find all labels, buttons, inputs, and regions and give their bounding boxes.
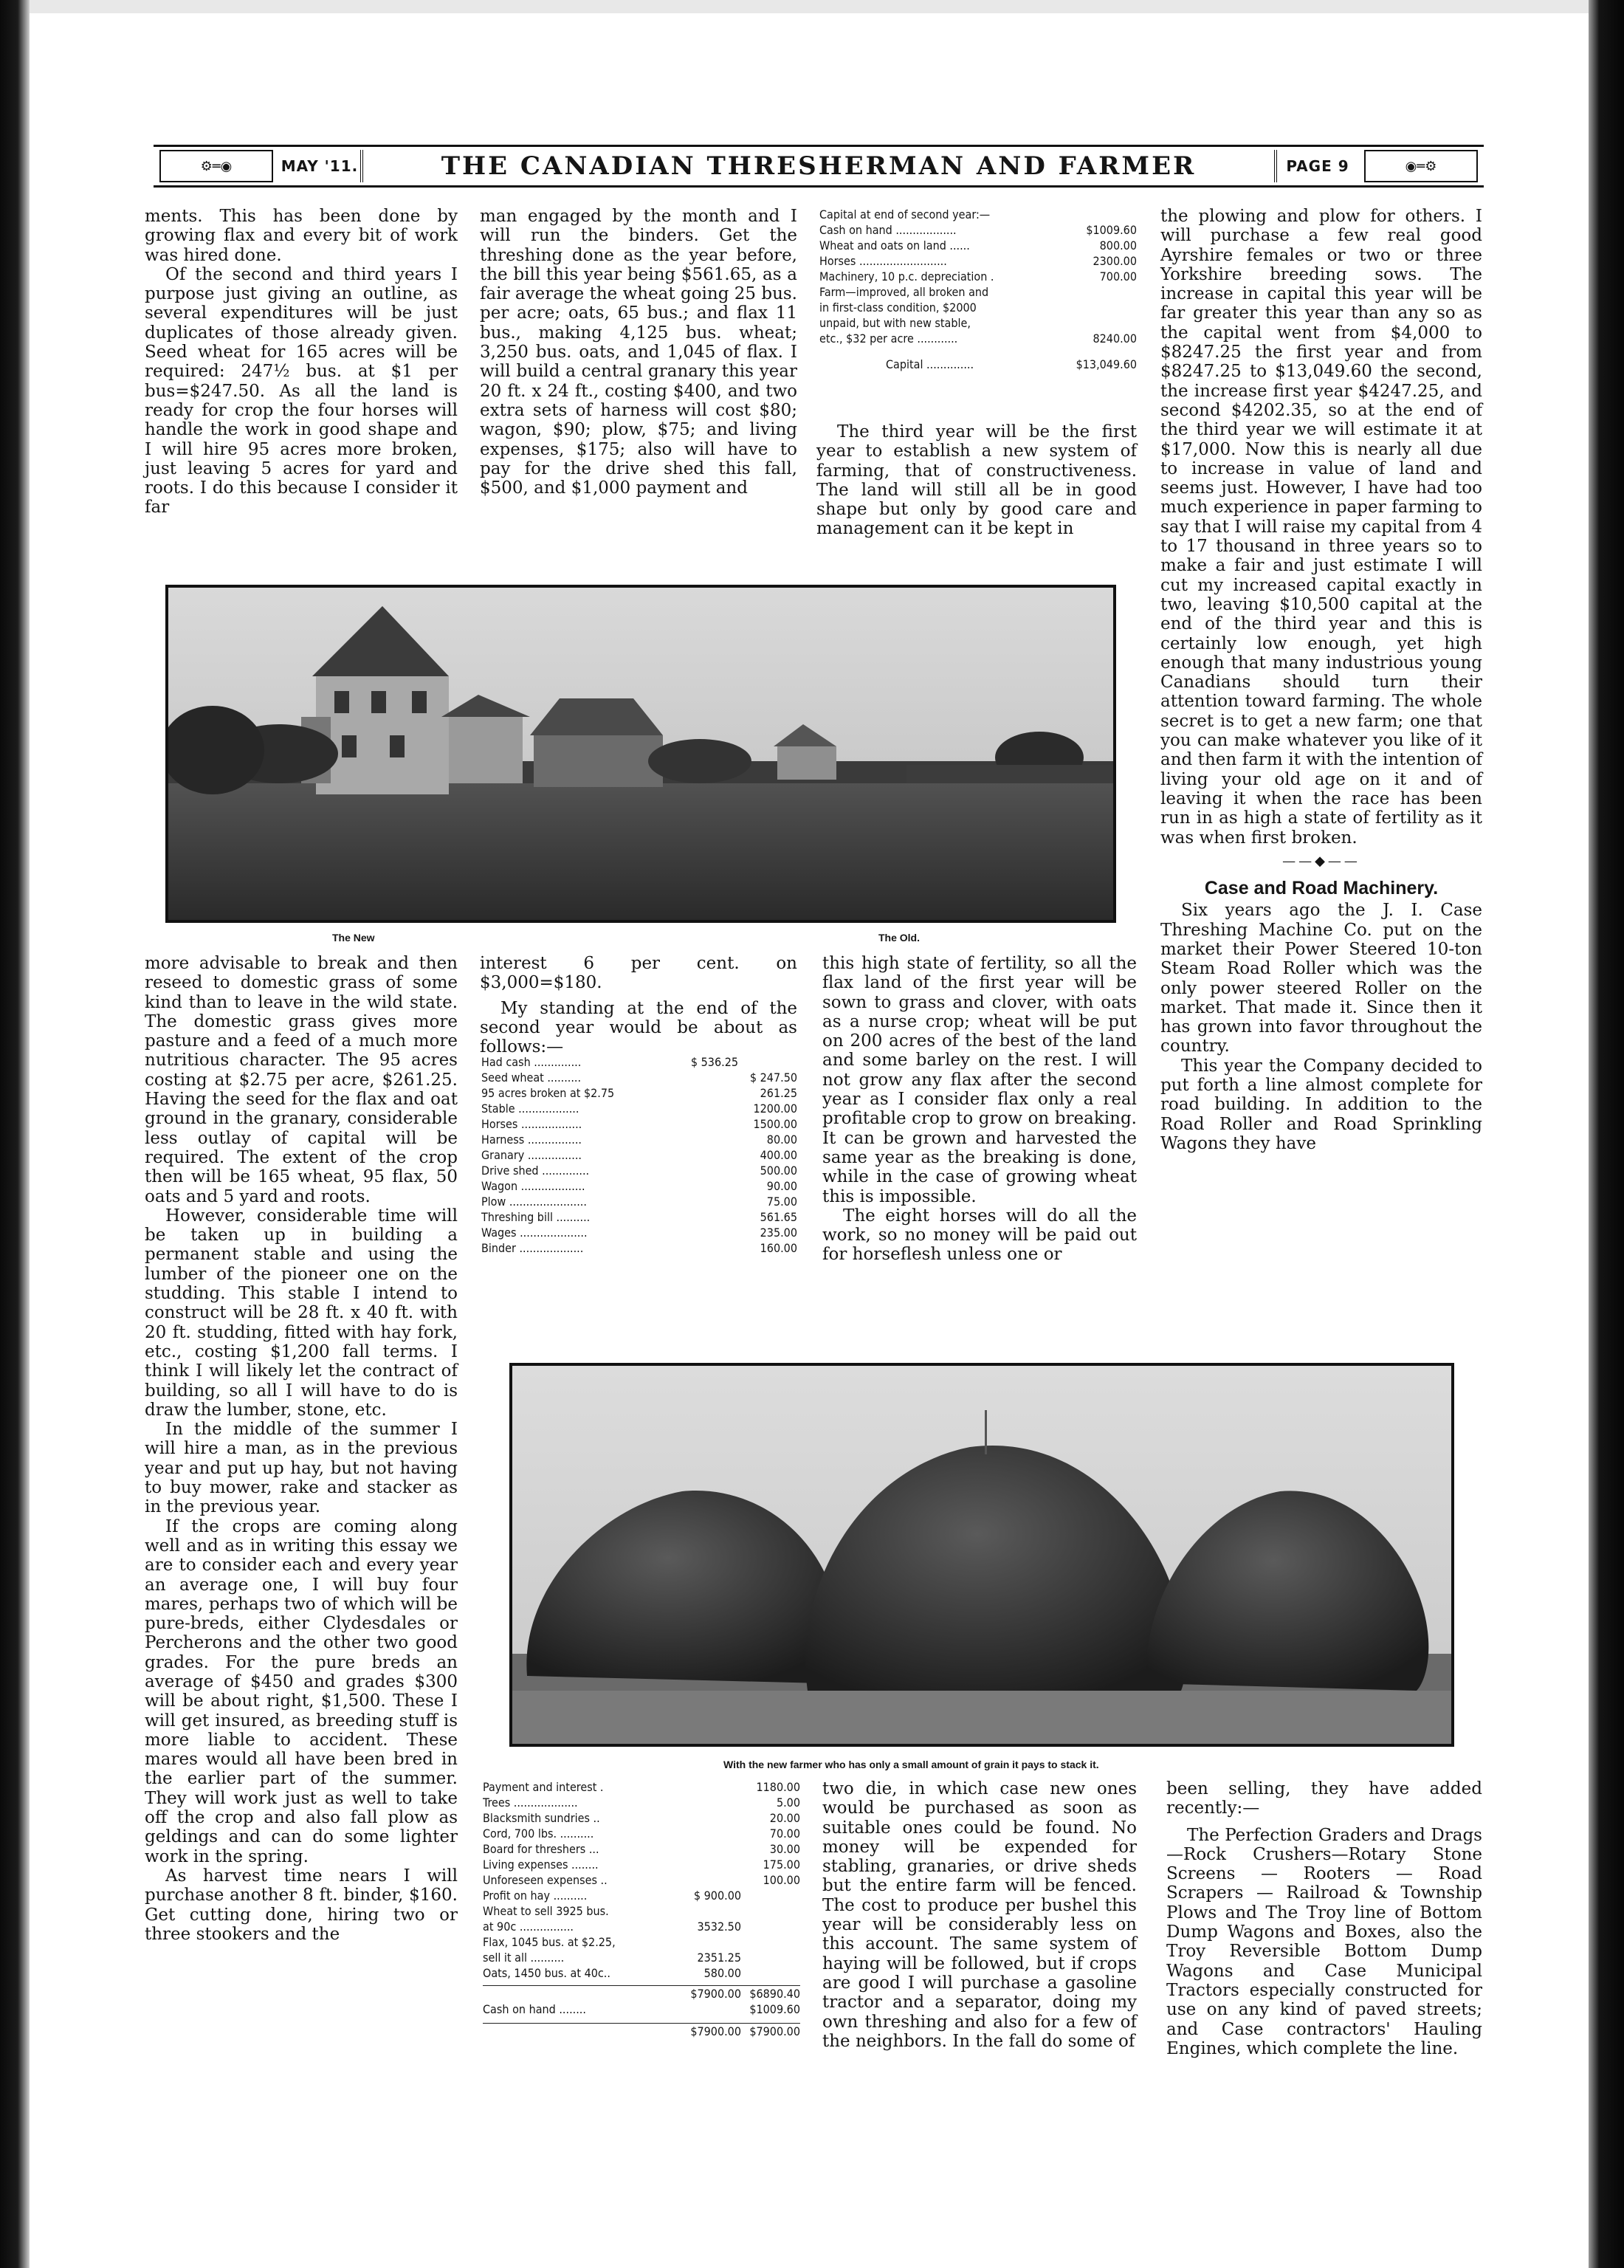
cash-on-hand-value: $1009.60 [749, 2002, 800, 2016]
column-4-top [1160, 207, 1482, 1153]
row-value [1063, 315, 1137, 331]
row-label: Flax, 1045 bus. at $2.25, [483, 1935, 616, 1949]
thresher-engine-ornament-left: ⚙═◉ [159, 150, 273, 182]
scan-margin-top [0, 0, 1624, 13]
paragraph: Six years ago the J. I. Case Threshing Machine Co. put on the market their Power Steered 10-ton Steam Road Roller which was the only power steered Roller on the market. That made it. Since then it has grown into favor throughout the country. [1160, 901, 1482, 1056]
paragraph: As harvest time nears I will purchase another 8 ft. binder, $160. Get cutting done, hiring two or three stookers and the [145, 1866, 458, 1944]
paragraph: two die, in which case new ones would be purchased as soon as suitable ones could be found. No money will be expended for stabling, granaries, or drive sheds but the entire farm will be fenced. The cost to produce per bushel this year will be considerably less on this account. The same system of haying will be followed, but if crops are good I will purchase a gasoline tractor and a separator, doing my own threshing and also for a few of the neighbors. In the fall do some of [822, 1779, 1137, 2051]
row-value-1: $ 900.00 [693, 1889, 741, 1903]
row-value-2: 561.65 [760, 1210, 797, 1224]
row-value-2 [741, 1950, 800, 1965]
paragraph: This year the Company decided to put forth a line almost complete for road building. In addition to the Road Roller and Road Sprinkling Wagons they have [1160, 1056, 1482, 1153]
row-value-1 [682, 1857, 741, 1872]
row-label: unpaid, but with new stable, [819, 316, 971, 330]
row-label: Had cash .............. [481, 1055, 582, 1069]
table-row [483, 1872, 800, 1888]
row-label: Trees ................... [483, 1796, 578, 1810]
column-1-top [145, 207, 458, 518]
column-3-body [822, 954, 1137, 1265]
row-value-2: 90.00 [766, 1179, 797, 1193]
row-value-2: 1500.00 [753, 1117, 797, 1131]
capital-total-value: $13,049.60 [1076, 357, 1137, 371]
section-heading: Case and Road Machinery. [1204, 878, 1439, 899]
row-value-2: 261.25 [760, 1086, 797, 1100]
table-row [481, 1101, 797, 1116]
subtotal-credit: $7900.00 [690, 1987, 741, 2001]
row-value-1 [679, 1194, 738, 1209]
row-label: Payment and interest . [483, 1780, 604, 1794]
row-label: Wheat and oats on land ...... [819, 238, 970, 252]
row-value-1: 2351.25 [697, 1951, 741, 1965]
row-value-1 [682, 1872, 741, 1888]
page-number: PAGE 9 [1286, 157, 1349, 175]
row-value-1 [682, 1779, 741, 1795]
section-divider: ——◆—— [1282, 853, 1360, 869]
row-label: sell it all .......... [483, 1951, 565, 1965]
table-row [481, 1194, 797, 1209]
row-value-1 [679, 1132, 738, 1147]
row-label: Stable .................. [481, 1102, 579, 1116]
table-row [481, 1132, 797, 1147]
row-label: Seed wheat .......... [481, 1071, 582, 1085]
row-value-2 [741, 1965, 800, 1981]
row-value [1063, 284, 1137, 300]
row-label: Drive shed .............. [481, 1164, 590, 1178]
table-row [483, 1795, 800, 1810]
table-row [819, 222, 1137, 238]
row-label: Wheat to sell 3925 bus. [483, 1904, 609, 1918]
row-value-2: 5.00 [776, 1796, 800, 1810]
table-row [481, 1240, 797, 1256]
row-label: Threshing bill .......... [481, 1210, 591, 1224]
row-value-1 [682, 1810, 741, 1826]
paragraph: In the middle of the summer I will hire a man, as in the previous year and put up hay, but not having to buy mower, rake and stacker as in the previous year. [145, 1420, 458, 1517]
row-value-1 [679, 1163, 738, 1178]
row-value-2 [738, 1054, 797, 1070]
row-value-2 [741, 1888, 800, 1903]
photo-caption-old: The Old. [878, 932, 920, 944]
row-value-1 [679, 1147, 738, 1163]
paragraph: this high state of fertility, so all the flax land of the first year will be sown to grass and clover, with oats as a nurse crop; wheat will be put on 200 acres of the best of the land and some barley on the rest. I will not grow any flax after the second year as I consider flax only a real profitable crop to grow on breaking. It can be grown and harvested the same year as the breaking is done, while in the case of growing wheat this is impossible. [822, 954, 1137, 1206]
row-label: in first-class condition, $2000 [819, 300, 977, 315]
table-row [481, 1225, 797, 1240]
row-value: $1009.60 [1086, 223, 1137, 237]
row-value-1 [682, 1826, 741, 1841]
row-label: Machinery, 10 p.c. depreciation . [819, 269, 994, 284]
paragraph: The third year will be the first year to establish a new system of farming, that of constructiveness. The land will still all be in good shape but only by good care and management can it be kept in [816, 422, 1137, 539]
row-value-1 [682, 1795, 741, 1810]
paragraph: interest 6 per cent. on $3,000=$180. [480, 954, 797, 993]
row-value [1063, 300, 1137, 315]
table-row [481, 1085, 797, 1101]
table-row [483, 1841, 800, 1857]
row-label: etc., $32 per acre ............ [819, 331, 958, 346]
paragraph: However, considerable time will be taken up in building a permanent stable and using the lumber of the pioneer one on the studding. This stable I intend to construct will be 28 ft. x 40 ft. with 20 ft. studding, fitted with hay fork, etc., costing $1,200 fall terms. I think I will likely let the contract of building, so all I will have to do is draw the lumber, stone, etc. [145, 1206, 458, 1420]
paragraph: Of the second and third years I purpose just giving an outline, as several expenditures will be just duplicates of those already given. Seed wheat for 165 acres will be required: 247½ bus. at $1 per bus=$247.50. As all the land is ready for crop the four horses will handle the work in good shape and I will hire 95 acres more broken, just leaving 5 acres for yard and roots. I do this because I consider it far [145, 264, 458, 518]
row-label: Wagon ................... [481, 1179, 585, 1193]
farm-buildings-photo [165, 585, 1116, 923]
table-row [481, 1163, 797, 1178]
column-2-top [480, 207, 797, 498]
table-row [481, 1147, 797, 1163]
table-row [483, 1950, 800, 1965]
table-row [481, 1054, 797, 1070]
row-value-2: 175.00 [763, 1858, 800, 1872]
photo-caption: With the new farmer who has only a small amount of grain it pays to stack it. [723, 1759, 1099, 1770]
scan-edge-right [1589, 0, 1624, 2268]
row-label: Granary ................ [481, 1148, 582, 1162]
row-label: Plow ....................... [481, 1195, 587, 1209]
table-row [483, 1965, 800, 1981]
row-value-1 [679, 1225, 738, 1240]
row-label: Living expenses ........ [483, 1858, 599, 1872]
payment-table [483, 1779, 800, 2039]
row-value-1 [679, 1178, 738, 1194]
row-value-1 [682, 1841, 741, 1857]
table-row [819, 300, 1137, 315]
row-value-1 [679, 1070, 738, 1085]
row-value-2: 30.00 [769, 1842, 800, 1856]
table-row [483, 1919, 800, 1934]
row-value-2: 1180.00 [756, 1780, 800, 1794]
table-row [819, 331, 1137, 346]
row-label: Cash on hand .................. [819, 223, 957, 237]
table-row [481, 1209, 797, 1225]
row-value-2: 160.00 [760, 1241, 797, 1255]
table-row [483, 1826, 800, 1841]
scan-edge-left [0, 0, 30, 2268]
paragraph: The eight horses will do all the work, so no money will be paid out for horseflesh unless one or [822, 1206, 1137, 1265]
table-row [819, 269, 1137, 284]
issue-date: MAY '11. [281, 157, 359, 175]
table-row [483, 1934, 800, 1950]
table-row [483, 1810, 800, 1826]
row-label: Blacksmith sundries .. [483, 1811, 600, 1825]
paragraph: the plowing and plow for others. I will purchase a few real good Ayrshire females or two or three Yorkshire breeding sows. The increase in capital this year will be far greater this year than any so as the capital went from $4,000 to $8247.25 the first year and from $8247.25 to $13,049.60 the second, the increase first year $4247.25, and second $4202.35, so at the end of the third year we will estimate it at $17,000. Now this is nearly all due to increase in value of land and seems just. However, I have had too much experience in paper farming to say that I will raise my capital from 4 to 17 thousand in three years so to make a fair and just estimate I will cut my increased capital exactly in two, leaving $10,500 capital at the end of the third year and this is certainly low enough, yet high enough that many industrious young Canadians should turn their attention toward farming. The whole secret is to get a new farm; one that you can make whatever you like of it and then farm it with the intention of living your old age on it and of leaving it when the race has been run in as high a state of fertility as it was when first broken. [1160, 207, 1482, 848]
row-label: Cord, 700 lbs. .......... [483, 1827, 594, 1841]
row-value-2: 70.00 [769, 1827, 800, 1841]
row-value-2: 400.00 [760, 1148, 797, 1162]
row-label: Unforeseen expenses .. [483, 1873, 608, 1887]
row-value-2: 80.00 [766, 1133, 797, 1147]
row-value-1 [679, 1116, 738, 1132]
haystacks-photo [509, 1363, 1454, 1747]
paragraph: more advisable to break and then reseed to domestic grass of some kind than to leave in the wild state. The domestic grass gives more pasture and a feed of a much more nutritious character. The 95 acres costing at $2.75 per acre, $261.25. Having the seed for the flax and oat ground in the granary, considerable less outlay of capital will be required. The extent of the crop then will be 165 wheat, 95 flax, 50 oats and 5 yard and roots. [145, 954, 458, 1206]
row-label: Oats, 1450 bus. at 40c.. [483, 1966, 610, 1980]
row-label: Horses .......................... [819, 254, 947, 268]
row-value-2 [741, 1919, 800, 1934]
row-value: 8240.00 [1093, 331, 1137, 346]
total-debit: $7900.00 [749, 2024, 800, 2038]
row-value-1 [679, 1240, 738, 1256]
row-label: Binder ................... [481, 1241, 584, 1255]
capital-table [819, 207, 1137, 372]
row-value: 800.00 [1099, 238, 1137, 252]
row-value-2: 20.00 [769, 1811, 800, 1825]
row-label: at 90c ................ [483, 1920, 574, 1934]
row-label: Profit on hay .......... [483, 1889, 588, 1903]
row-label: Farm—improved, all broken and [819, 285, 989, 299]
row-value-1 [679, 1101, 738, 1116]
row-value-1 [679, 1209, 738, 1225]
column-4-bottom [1166, 1779, 1482, 2058]
table-row [483, 1903, 800, 1919]
table-row [819, 315, 1137, 331]
paragraph: man engaged by the month and I will run the binders. Get the threshing done as the year before, the bill this year being $561.65, as a fair average the wheat going 25 bus. per acre; oats, 65 bus.; and flax 11 bus., making 4,125 bus. wheat; 3,250 bus. oats, and 1,045 of flax. I will build a central granary this year 20 ft. x 24 ft., costing $400, and two extra sets of harness will cost $80; wagon, $90; plow, $75; and living expenses, $175; also will have to pay for the drive shed this fall, $500, and $1,000 payment and [480, 207, 797, 498]
row-value: 700.00 [1099, 269, 1137, 284]
row-value-2: 75.00 [766, 1195, 797, 1209]
table-row [483, 1888, 800, 1903]
row-label: Horses .................. [481, 1117, 582, 1131]
paragraph: been selling, they have added recently:— [1166, 1779, 1482, 1818]
paragraph: ments. This has been done by growing flax and every bit of work was hired done. [145, 207, 458, 265]
subtotal-debit: $6890.40 [749, 1987, 800, 2001]
paragraph: If the crops are coming along well and as in writing this essay we are to consider each and every year an average one, I will buy four mares, perhaps two of which will be pure-breds, either Clydesdales or Percherons and the other two good grades. For the pure breds an average of $450 and grades $300 will be about right, $1,500. These I will get insured, as breeding stuff is more liable to accident. These mares would all have been bred in the earlier part of the summer. They will work just as well to take off the crop and also fall plow as geldings and can do some lighter work in the spring. [145, 1516, 458, 1866]
row-value-1 [682, 1903, 741, 1919]
row-label: 95 acres broken at $2.75 [481, 1086, 615, 1100]
masthead [154, 145, 1484, 188]
column-1-body [145, 954, 458, 1944]
row-value-2: $ 247.50 [749, 1071, 797, 1085]
paragraph: My standing at the end of the second year would be about as follows:— [480, 998, 797, 1057]
row-value-1 [679, 1085, 738, 1101]
table-row [481, 1178, 797, 1194]
row-value-1: 580.00 [703, 1966, 741, 1980]
row-value-2: 100.00 [763, 1873, 800, 1887]
table-row [483, 1779, 800, 1795]
capital-total-label: Capital .............. [886, 357, 974, 371]
row-value-2: 500.00 [760, 1164, 797, 1178]
total-credit: $7900.00 [690, 2024, 741, 2038]
table-row [483, 1857, 800, 1872]
table-row [819, 284, 1137, 300]
column-3-top [816, 422, 1137, 539]
row-label: Wages .................... [481, 1226, 588, 1240]
thresher-engine-ornament-right: ◉═⚙ [1364, 150, 1478, 182]
row-value-2: 235.00 [760, 1226, 797, 1240]
row-value: 2300.00 [1093, 254, 1137, 268]
paragraph: The Perfection Graders and Drags—Rock Crushers—Rotary Stone Screens — Rooters — Road Scrapers — Railroad & Township Plows and The Troy line of Bottom Dump Wagons and Boxes, also the Troy Reversible Bottom Dump Wagons and Case Municipal Tractors especially constructed for use on any kind of paved streets; and Case contractors' Hauling Engines, which complete the line. [1166, 1825, 1482, 2058]
row-value-1 [682, 1934, 741, 1950]
row-value-1: 3532.50 [697, 1920, 741, 1934]
cash-on-hand-label: Cash on hand ........ [483, 2002, 586, 2016]
standing-table [481, 1054, 797, 1256]
table-row [819, 253, 1137, 269]
row-value-1: $ 536.25 [690, 1055, 738, 1069]
column-2-body [480, 954, 797, 1056]
row-label: Board for threshers ... [483, 1842, 599, 1856]
row-value-2 [741, 1903, 800, 1919]
row-label: Harness ................ [481, 1133, 582, 1147]
table-row [481, 1070, 797, 1085]
row-value-2: 1200.00 [753, 1102, 797, 1116]
capital-table-heading: Capital at end of second year:— [819, 207, 991, 221]
masthead-title: THE CANADIAN THRESHERMAN AND FARMER [360, 150, 1277, 182]
row-value-2 [741, 1934, 800, 1950]
table-row [819, 238, 1137, 253]
table-row [481, 1116, 797, 1132]
column-3-bottom [822, 1779, 1137, 2051]
photo-caption-new: The New [332, 932, 375, 944]
